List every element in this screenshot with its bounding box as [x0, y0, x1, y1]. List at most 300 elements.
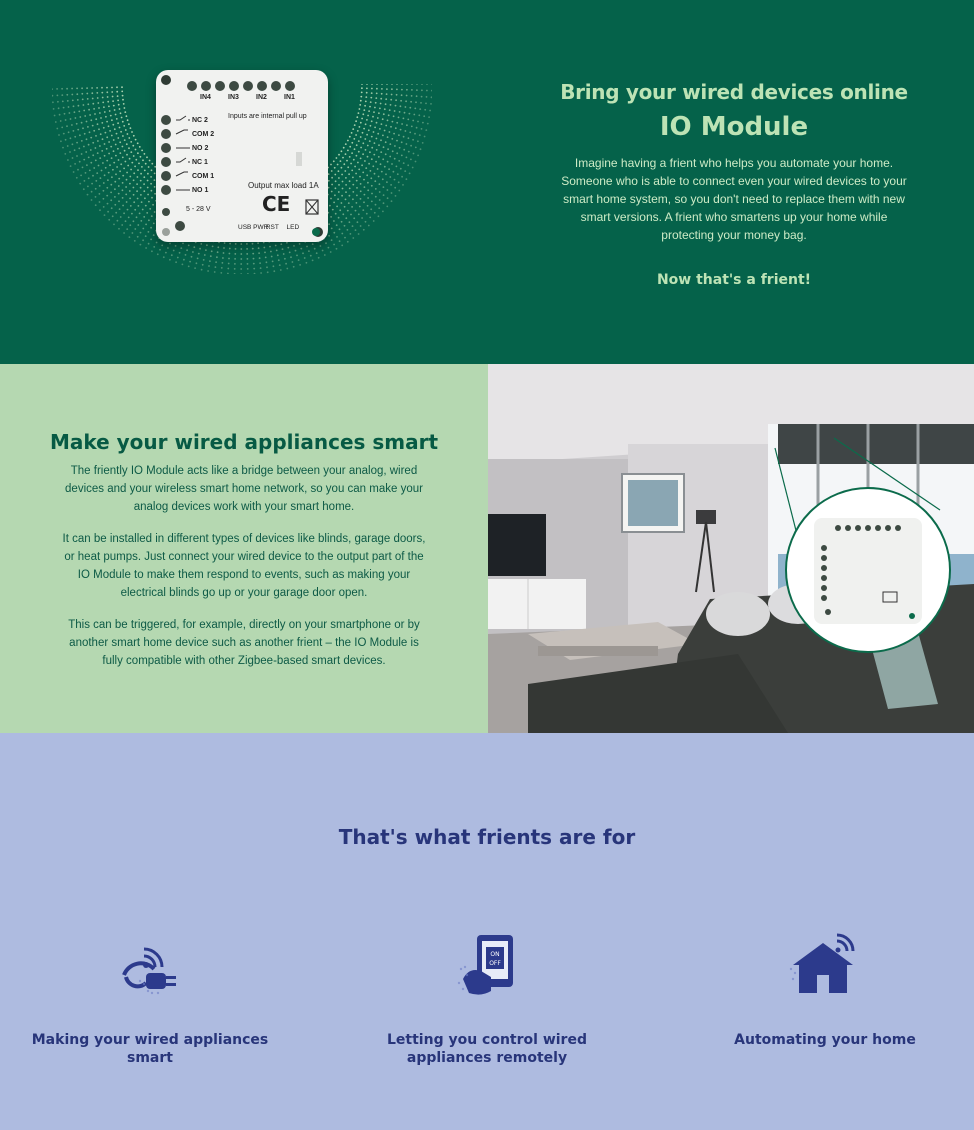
decorative-dot — [283, 253, 285, 255]
decorative-dot — [385, 125, 387, 127]
decorative-dot — [98, 165, 100, 167]
output-label: NC 1 — [192, 159, 208, 166]
decorative-dot — [102, 97, 104, 99]
rst-label: RST — [265, 224, 279, 231]
decorative-dot — [365, 123, 367, 125]
decorative-dot — [150, 176, 152, 178]
svg-text:ON: ON — [490, 951, 500, 958]
decorative-dot — [124, 150, 126, 152]
decorative-dot — [61, 94, 63, 96]
decorative-dot — [355, 134, 357, 136]
decorative-dot — [117, 220, 119, 222]
decorative-dot — [356, 116, 358, 118]
decorative-dot — [116, 166, 118, 168]
decorative-dot — [63, 107, 65, 109]
decorative-dot — [129, 176, 131, 178]
decorative-dot — [99, 209, 101, 211]
decorative-dot — [345, 153, 347, 155]
decorative-dot — [341, 167, 343, 169]
decorative-dot — [302, 252, 304, 254]
decorative-dot — [77, 169, 79, 171]
decorative-dot — [396, 122, 398, 124]
decorative-dot — [84, 180, 86, 182]
decorative-dot — [332, 209, 334, 211]
decorative-dot — [101, 92, 103, 94]
decorative-dot — [396, 94, 398, 96]
decorative-dot — [91, 199, 93, 201]
feature-item — [357, 929, 617, 1067]
decorative-dot — [400, 168, 402, 170]
decorative-dot — [345, 191, 347, 193]
decorative-dot — [387, 120, 389, 122]
decorative-dot — [145, 224, 147, 226]
decorative-dot — [406, 84, 408, 85]
decorative-dot — [126, 143, 128, 145]
decorative-dot — [163, 256, 165, 258]
decorative-dot — [82, 99, 84, 101]
decorative-dot — [398, 117, 400, 119]
decorative-dot — [89, 170, 91, 172]
io-module-diagram — [156, 70, 328, 242]
decorative-dot — [186, 249, 188, 251]
decorative-dot — [290, 256, 292, 258]
decorative-dot — [102, 138, 104, 140]
decorative-dot — [235, 243, 237, 245]
decorative-dot — [339, 209, 341, 211]
decorative-dot — [108, 219, 110, 221]
input-label: IN1 — [284, 94, 295, 101]
ce-mark: CE — [262, 192, 291, 216]
decorative-dot — [378, 112, 380, 114]
decorative-dot — [153, 234, 155, 236]
decorative-dot — [67, 100, 69, 102]
decorative-dot — [381, 93, 383, 95]
decorative-dot — [372, 165, 374, 167]
decorative-dot — [85, 172, 87, 174]
decorative-dot — [86, 121, 88, 123]
decorative-dot — [95, 188, 97, 190]
decorative-dot — [389, 156, 391, 158]
decorative-dot — [343, 163, 345, 165]
decorative-dot — [73, 130, 75, 132]
decorative-dot — [129, 198, 131, 200]
decorative-dot — [277, 254, 279, 256]
decorative-dot — [134, 209, 136, 211]
decorative-dot — [119, 141, 121, 143]
decorative-dot — [95, 135, 97, 137]
decorative-dot — [91, 87, 93, 89]
decorative-dot — [427, 123, 429, 125]
decorative-dot — [55, 121, 57, 123]
decorative-dot — [371, 193, 373, 195]
decorative-dot — [61, 127, 63, 129]
decorative-dot — [70, 165, 72, 167]
decorative-dot — [99, 201, 101, 203]
decorative-dot — [140, 232, 142, 234]
decorative-dot — [90, 119, 92, 121]
decorative-dot — [322, 250, 324, 252]
decorative-dot — [405, 106, 407, 108]
decorative-dot — [338, 191, 340, 193]
decorative-dot — [142, 228, 144, 230]
decorative-dot — [365, 96, 367, 98]
decorative-dot — [296, 255, 298, 257]
decorative-dot — [308, 250, 310, 252]
led-label: LED — [286, 224, 300, 231]
decorative-dot — [194, 267, 196, 269]
decorative-dot — [358, 213, 360, 215]
decorative-dot — [119, 208, 121, 210]
decorative-dot — [90, 149, 92, 151]
decorative-dot — [76, 142, 78, 144]
hero-tagline: Now that's a frient! — [656, 272, 812, 288]
decorative-dot — [147, 187, 149, 189]
tablet-on-off-icon — [447, 929, 527, 1009]
decorative-dot — [80, 175, 82, 177]
decorative-dot — [364, 194, 366, 196]
decorative-dot — [420, 148, 422, 150]
decorative-dot — [173, 250, 175, 252]
decorative-dot — [148, 243, 150, 245]
decorative-dot — [118, 185, 120, 187]
decorative-dot — [260, 272, 262, 274]
decorative-dot — [428, 116, 430, 118]
decorative-dot — [60, 140, 62, 142]
decorative-dot — [379, 108, 381, 110]
decorative-dot — [101, 150, 103, 152]
decorative-dot — [95, 118, 97, 120]
decorative-dot — [341, 174, 343, 176]
decorative-dot — [177, 257, 179, 259]
decorative-dot — [409, 107, 411, 109]
decorative-dot — [118, 178, 120, 180]
decorative-dot — [334, 194, 336, 196]
decorative-dot — [114, 188, 116, 190]
decorative-dot — [400, 105, 402, 107]
decorative-dot — [138, 205, 140, 207]
decorative-dot — [151, 163, 153, 165]
decorative-dot — [124, 111, 126, 113]
decorative-dot — [151, 197, 153, 199]
decorative-dot — [371, 120, 373, 122]
decorative-dot — [367, 189, 369, 191]
decorative-dot — [108, 172, 110, 174]
decorative-dot — [272, 261, 274, 263]
decorative-dot — [284, 258, 286, 260]
decorative-dot — [336, 224, 338, 226]
decorative-dot — [161, 245, 163, 247]
decorative-dot — [304, 257, 306, 259]
decorative-dot — [371, 88, 373, 90]
decorative-dot — [365, 167, 367, 169]
decorative-dot — [367, 145, 369, 147]
decorative-dot — [247, 258, 249, 260]
decorative-dot — [70, 118, 72, 120]
decorative-dot — [388, 168, 390, 170]
decorative-dot — [247, 273, 249, 274]
decorative-dot — [286, 268, 288, 270]
decorative-dot — [217, 246, 219, 248]
decorative-dot — [214, 271, 216, 273]
decorative-dot — [366, 213, 368, 215]
decorative-dot — [374, 142, 376, 144]
decorative-dot — [358, 151, 360, 153]
decorative-dot — [101, 87, 103, 89]
decorative-dot — [347, 229, 349, 231]
decorative-dot — [151, 169, 153, 171]
decorative-dot — [76, 88, 78, 90]
decorative-dot — [81, 122, 83, 124]
decorative-dot — [86, 87, 88, 89]
decorative-dot — [221, 267, 223, 269]
decorative-dot — [72, 157, 74, 159]
decorative-dot — [139, 213, 141, 215]
decorative-dot — [102, 102, 104, 104]
decorative-dot — [147, 194, 149, 196]
decorative-dot — [375, 97, 377, 99]
feature-label: Making your wired appliances smart — [31, 1032, 269, 1066]
decorative-dot — [129, 183, 131, 185]
decorative-dot — [129, 224, 131, 226]
decorative-dot — [143, 216, 145, 218]
decorative-dot — [129, 158, 131, 160]
decorative-dot — [151, 190, 153, 192]
decorative-dot — [87, 186, 89, 188]
decorative-dot — [70, 137, 72, 139]
decorative-dot — [350, 233, 352, 235]
decorative-dot — [333, 244, 335, 246]
decorative-dot — [269, 246, 271, 248]
decorative-dot — [425, 129, 427, 131]
decorative-dot — [69, 112, 71, 114]
decorative-dot — [330, 216, 332, 218]
decorative-dot — [115, 155, 117, 157]
decorative-dot — [409, 132, 411, 134]
decorative-dot — [108, 153, 110, 155]
decorative-dot — [343, 147, 345, 149]
decorative-dot — [361, 87, 363, 89]
decorative-dot — [383, 186, 385, 188]
decorative-dot — [334, 167, 336, 169]
power-label: 5 - 28 V — [186, 206, 211, 213]
decorative-dot — [365, 149, 367, 151]
decorative-dot — [422, 122, 424, 124]
decorative-dot — [92, 125, 94, 127]
decorative-dot — [114, 128, 116, 130]
decorative-dot — [99, 185, 101, 187]
decorative-dot — [380, 98, 382, 100]
decorative-dot — [370, 101, 372, 103]
decorative-dot — [353, 138, 355, 140]
decorative-dot — [110, 115, 112, 117]
decorative-dot — [81, 140, 83, 142]
frients-features-section — [0, 733, 974, 1130]
decorative-dot — [350, 163, 352, 165]
decorative-dot — [151, 250, 153, 252]
decorative-dot — [341, 195, 343, 197]
decorative-dot — [401, 176, 403, 178]
decorative-dot — [124, 107, 126, 109]
decorative-dot — [95, 147, 97, 149]
decorative-dot — [266, 266, 268, 268]
decorative-dot — [106, 121, 108, 123]
decorative-dot — [376, 88, 378, 90]
decorative-dot — [414, 133, 416, 135]
decorative-dot — [93, 167, 95, 169]
decorative-dot — [159, 249, 161, 251]
decorative-dot — [331, 177, 333, 179]
decorative-dot — [52, 88, 53, 90]
decorative-dot — [202, 264, 204, 266]
decorative-dot — [199, 248, 201, 250]
inputs-note: Inputs are internal pull up — [228, 113, 307, 120]
decorative-dot — [119, 127, 121, 129]
decorative-dot — [320, 245, 322, 247]
decorative-dot — [408, 137, 410, 139]
decorative-dot — [417, 155, 419, 157]
decorative-dot — [140, 244, 142, 246]
decorative-dot — [68, 131, 70, 133]
decorative-dot — [416, 95, 418, 97]
decorative-dot — [79, 183, 81, 185]
decorative-dot — [57, 101, 59, 103]
decorative-dot — [185, 254, 187, 256]
living-room-photo — [488, 364, 974, 733]
decorative-dot — [356, 155, 358, 157]
decorative-dot — [360, 147, 362, 149]
decorative-dot — [406, 89, 408, 91]
decorative-dot — [378, 215, 380, 217]
decorative-dot — [122, 205, 124, 207]
decorative-dot — [57, 95, 59, 97]
decorative-dot — [316, 252, 318, 254]
decorative-dot — [77, 129, 79, 131]
decorative-dot — [105, 132, 107, 134]
decorative-dot — [328, 247, 330, 249]
decorative-dot — [131, 162, 133, 164]
usb-pwr-label: USB PWR — [238, 224, 269, 231]
decorative-dot — [104, 155, 106, 157]
decorative-dot — [285, 263, 287, 265]
decorative-dot — [372, 116, 374, 118]
decorative-dot — [370, 125, 372, 127]
decorative-dot — [182, 243, 184, 245]
decorative-dot — [92, 142, 94, 144]
decorative-dot — [375, 161, 377, 163]
decorative-dot — [123, 103, 125, 105]
decorative-dot — [142, 209, 144, 211]
decorative-dot — [351, 170, 353, 172]
decorative-dot — [86, 93, 88, 95]
decorative-dot — [391, 94, 393, 96]
decorative-dot — [76, 123, 78, 125]
decorative-dot — [97, 123, 99, 125]
decorative-dot — [378, 156, 380, 158]
decorative-dot — [120, 163, 122, 165]
decorative-dot — [191, 256, 193, 258]
decorative-dot — [362, 113, 364, 115]
decorative-dot — [349, 180, 351, 182]
decorative-dot — [69, 151, 71, 153]
decorative-dot — [335, 180, 337, 182]
decorative-dot — [378, 176, 380, 178]
decorative-dot — [395, 195, 397, 197]
decorative-dot — [134, 228, 136, 230]
decorative-dot — [411, 95, 413, 97]
decorative-dot — [147, 180, 149, 182]
decorative-dot — [385, 141, 387, 143]
decorative-dot — [144, 153, 146, 155]
decorative-dot — [88, 177, 90, 179]
decorative-dot — [137, 176, 139, 178]
decorative-dot — [147, 173, 149, 175]
decorative-dot — [409, 173, 411, 175]
decorative-dot — [371, 92, 373, 94]
decorative-dot — [366, 174, 368, 176]
decorative-dot — [133, 220, 135, 222]
decorative-dot — [287, 247, 289, 249]
decorative-dot — [84, 115, 86, 117]
decorative-dot — [103, 190, 105, 192]
svg-text:OFF: OFF — [489, 960, 501, 967]
decorative-dot — [383, 194, 385, 196]
decorative-dot — [376, 149, 378, 151]
decorative-dot — [117, 148, 119, 150]
decorative-dot — [91, 191, 93, 193]
decorative-dot — [404, 112, 406, 114]
decorative-dot — [150, 239, 152, 241]
decorative-dot — [393, 133, 395, 135]
decorative-dot — [234, 268, 236, 270]
decorative-dot — [240, 268, 242, 270]
decorative-dot — [106, 187, 108, 189]
decorative-dot — [59, 114, 61, 116]
decorative-dot — [110, 199, 112, 201]
decorative-dot — [136, 216, 138, 218]
decorative-dot — [79, 134, 81, 136]
decorative-dot — [111, 176, 113, 178]
decorative-dot — [407, 164, 409, 166]
decorative-dot — [363, 128, 365, 130]
decorative-dot — [87, 126, 89, 128]
feature-item — [20, 929, 280, 1067]
decorative-dot — [111, 135, 113, 137]
decorative-dot — [331, 191, 333, 193]
decorative-dot — [137, 169, 139, 171]
decorative-dot — [103, 106, 105, 108]
decorative-dot — [345, 217, 347, 219]
decorative-dot — [417, 140, 419, 142]
decorative-dot — [369, 217, 371, 219]
decorative-dot — [351, 142, 353, 144]
input-label: IN3 — [228, 94, 239, 101]
decorative-dot — [258, 252, 260, 254]
decorative-dot — [180, 247, 182, 249]
decorative-dot — [121, 117, 123, 119]
decorative-dot — [210, 255, 212, 257]
decorative-dot — [114, 181, 116, 183]
decorative-dot — [431, 96, 432, 98]
decorative-dot — [411, 126, 413, 128]
decorative-dot — [146, 212, 148, 214]
decorative-dot — [108, 106, 110, 108]
decorative-dot — [217, 251, 219, 253]
decorative-dot — [121, 86, 123, 88]
decorative-dot — [76, 93, 78, 95]
feature-label: Letting you control wired appliances remotely — [387, 1032, 587, 1066]
decorative-dot — [356, 202, 358, 204]
decorative-dot — [175, 245, 177, 247]
